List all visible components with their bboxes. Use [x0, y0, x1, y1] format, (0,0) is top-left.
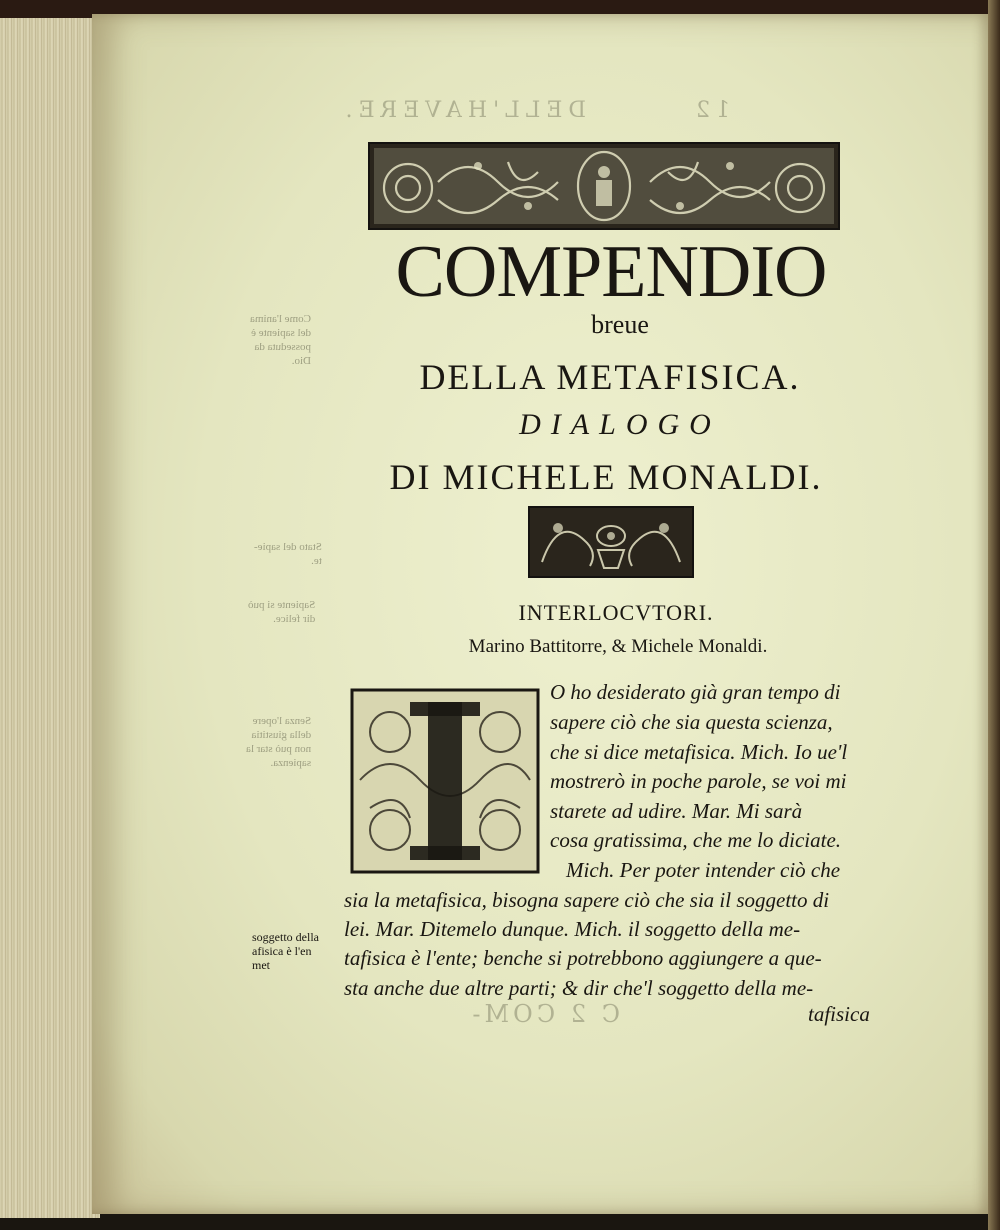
body-line: lei. Mar. Ditemelo dunque. Mich. il soggetto della me- [344, 917, 801, 941]
book-binding-edge [988, 0, 1000, 1230]
title-dialogo: DIALOGO [519, 408, 721, 441]
woodcut-vignette [528, 506, 694, 578]
title-author: DI MICHELE MONALDI. [389, 457, 823, 497]
ghost-margin-note: Senza l'opere della giustitia non può star la sapienza. [246, 715, 312, 769]
body-line: sta anche due altre parti; & dir che'l soggetto della me- [344, 976, 814, 1000]
ghost-footer: C 2 COM- [468, 1000, 620, 1028]
body-line: tafisica è l'ente; benche si potrebbono aggiungere a que- [344, 946, 822, 970]
interlocutori-heading: INTERLOCVTORI. [518, 600, 714, 625]
ghost-margin-note: Come l'anima del sapiente è posseduta da Dio. [250, 313, 311, 367]
body-line: starete ad udire. Mar. Mi sarà [550, 799, 803, 823]
decorated-initial [350, 688, 540, 874]
catchword: tafisica [808, 1002, 870, 1026]
speakers-list: Marino Battitorre, & Michele Monaldi. [468, 636, 768, 657]
ghost-margin-note: Stato del sapie- te. [254, 541, 322, 567]
title-metafisica: DELLA METAFISICA. [419, 357, 801, 397]
body-line: Mich. Per poter intender ciò che [566, 858, 841, 882]
initial-letter [350, 688, 540, 874]
margin-note: soggetto della afisica è l'en met [252, 930, 319, 972]
body-line: cosa gratissima, che me lo diciate. [550, 828, 842, 852]
page-edges [0, 18, 100, 1218]
body-line: sia la metafisica, bisogna sapere ciò che sia il soggetto di [344, 888, 830, 912]
body-line: O ho desiderato già gran tempo di [550, 680, 841, 704]
ghost-margin-note: Sapiente si può dir felice. [248, 599, 316, 625]
title-compendio: COMPENDIO [395, 231, 827, 313]
body-line: sapere ciò che sia questa scienza, [550, 710, 833, 734]
body-line: mostrerò in poche parole, se voi mi [550, 769, 847, 793]
title-breue: breue [591, 310, 649, 339]
body-line: che si dice metafisica. Mich. Io ue'l [550, 740, 848, 764]
woodcut-headpiece [368, 142, 840, 230]
ghost-running-head: 12 DELL'HAVERE. [339, 98, 730, 123]
